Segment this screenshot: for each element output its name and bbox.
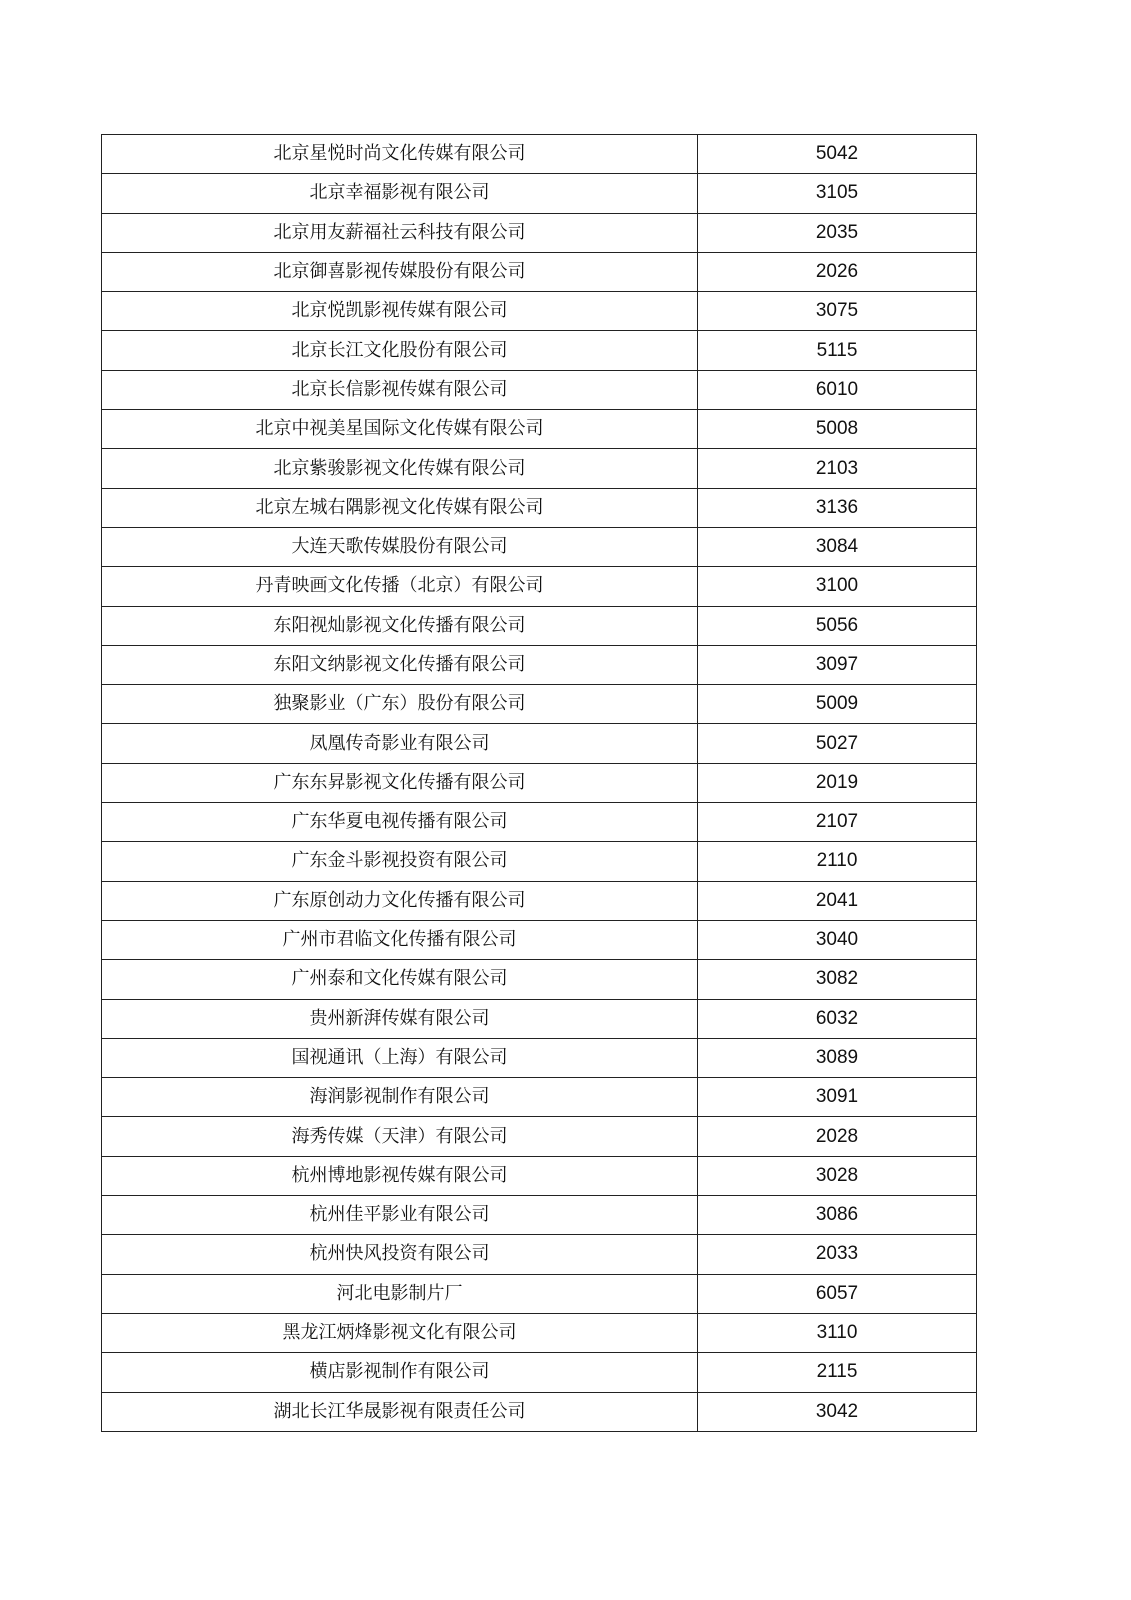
company-name-cell: 广东华夏电视传播有限公司 xyxy=(102,803,698,842)
company-code-cell: 3100 xyxy=(698,567,977,606)
company-name-cell: 东阳文纳影视文化传播有限公司 xyxy=(102,645,698,684)
table-row xyxy=(102,763,977,802)
table-row xyxy=(102,1353,977,1392)
table-row xyxy=(102,488,977,527)
company-name-cell: 北京星悦时尚文化传媒有限公司 xyxy=(102,135,698,174)
company-name-cell: 北京御喜影视传媒股份有限公司 xyxy=(102,252,698,291)
table-row xyxy=(102,213,977,252)
table-row xyxy=(102,292,977,331)
company-name-cell: 北京用友薪福社云科技有限公司 xyxy=(102,213,698,252)
company-name-cell: 杭州博地影视传媒有限公司 xyxy=(102,1156,698,1195)
table-row xyxy=(102,331,977,370)
table-row xyxy=(102,1078,977,1117)
table-row xyxy=(102,960,977,999)
company-code-cell: 3089 xyxy=(698,1038,977,1077)
company-name-cell: 杭州佳平影业有限公司 xyxy=(102,1196,698,1235)
company-code-table xyxy=(101,134,977,1432)
table-row xyxy=(102,1156,977,1195)
table-row xyxy=(102,1392,977,1431)
company-code-cell: 3091 xyxy=(698,1078,977,1117)
company-name-cell: 横店影视制作有限公司 xyxy=(102,1353,698,1392)
table-row xyxy=(102,1235,977,1274)
company-code-cell: 3082 xyxy=(698,960,977,999)
table-row xyxy=(102,1117,977,1156)
company-name-cell: 大连天歌传媒股份有限公司 xyxy=(102,527,698,566)
company-code-cell: 5008 xyxy=(698,410,977,449)
table-row xyxy=(102,920,977,959)
table-row xyxy=(102,252,977,291)
table-row xyxy=(102,724,977,763)
company-code-cell: 3110 xyxy=(698,1313,977,1352)
company-code-cell: 3042 xyxy=(698,1392,977,1431)
company-code-cell: 3136 xyxy=(698,488,977,527)
company-code-cell: 6057 xyxy=(698,1274,977,1313)
company-name-cell: 北京中视美星国际文化传媒有限公司 xyxy=(102,410,698,449)
company-name-cell: 北京紫骏影视文化传媒有限公司 xyxy=(102,449,698,488)
company-code-cell: 5042 xyxy=(698,135,977,174)
company-code-cell: 2035 xyxy=(698,213,977,252)
table-row xyxy=(102,881,977,920)
company-name-cell: 东阳视灿影视文化传播有限公司 xyxy=(102,606,698,645)
table-row xyxy=(102,999,977,1038)
company-code-cell: 5027 xyxy=(698,724,977,763)
company-code-cell: 2115 xyxy=(698,1353,977,1392)
table-row xyxy=(102,685,977,724)
company-name-cell: 国视通讯（上海）有限公司 xyxy=(102,1038,698,1077)
company-name-cell: 黑龙江炳烽影视文化有限公司 xyxy=(102,1313,698,1352)
company-name-cell: 海润影视制作有限公司 xyxy=(102,1078,698,1117)
company-code-cell: 3075 xyxy=(698,292,977,331)
company-code-cell: 2033 xyxy=(698,1235,977,1274)
company-code-cell: 2107 xyxy=(698,803,977,842)
company-name-cell: 海秀传媒（天津）有限公司 xyxy=(102,1117,698,1156)
table-row xyxy=(102,1038,977,1077)
company-code-cell: 3097 xyxy=(698,645,977,684)
table-row xyxy=(102,527,977,566)
company-code-cell: 6010 xyxy=(698,370,977,409)
table-row xyxy=(102,567,977,606)
company-name-cell: 独聚影业（广东）股份有限公司 xyxy=(102,685,698,724)
company-code-cell: 6032 xyxy=(698,999,977,1038)
company-code-cell: 2026 xyxy=(698,252,977,291)
company-name-cell: 北京长江文化股份有限公司 xyxy=(102,331,698,370)
table-row xyxy=(102,606,977,645)
company-code-cell: 3105 xyxy=(698,174,977,213)
table-row xyxy=(102,1313,977,1352)
table-row xyxy=(102,135,977,174)
table-body xyxy=(102,135,977,1432)
table-row xyxy=(102,174,977,213)
company-name-cell: 北京长信影视传媒有限公司 xyxy=(102,370,698,409)
company-name-cell: 广东原创动力文化传播有限公司 xyxy=(102,881,698,920)
company-code-cell: 2103 xyxy=(698,449,977,488)
table-row xyxy=(102,1196,977,1235)
company-name-cell: 广州泰和文化传媒有限公司 xyxy=(102,960,698,999)
company-code-cell: 2041 xyxy=(698,881,977,920)
company-name-cell: 丹青映画文化传播（北京）有限公司 xyxy=(102,567,698,606)
company-code-cell: 3028 xyxy=(698,1156,977,1195)
company-name-cell: 湖北长江华晟影视有限责任公司 xyxy=(102,1392,698,1431)
company-code-cell: 5115 xyxy=(698,331,977,370)
company-code-cell: 5056 xyxy=(698,606,977,645)
table-row xyxy=(102,1274,977,1313)
company-code-cell: 2019 xyxy=(698,763,977,802)
company-code-cell: 3040 xyxy=(698,920,977,959)
company-name-cell: 广东东昇影视文化传播有限公司 xyxy=(102,763,698,802)
company-name-cell: 杭州快风投资有限公司 xyxy=(102,1235,698,1274)
table-row xyxy=(102,410,977,449)
company-code-cell: 2110 xyxy=(698,842,977,881)
table-row xyxy=(102,842,977,881)
company-name-cell: 贵州新湃传媒有限公司 xyxy=(102,999,698,1038)
company-code-cell: 3086 xyxy=(698,1196,977,1235)
table-row xyxy=(102,370,977,409)
company-name-cell: 广州市君临文化传播有限公司 xyxy=(102,920,698,959)
company-code-cell: 2028 xyxy=(698,1117,977,1156)
company-name-cell: 北京悦凯影视传媒有限公司 xyxy=(102,292,698,331)
table-row xyxy=(102,803,977,842)
company-name-cell: 凤凰传奇影业有限公司 xyxy=(102,724,698,763)
company-name-cell: 北京幸福影视有限公司 xyxy=(102,174,698,213)
company-code-cell: 3084 xyxy=(698,527,977,566)
company-name-cell: 河北电影制片厂 xyxy=(102,1274,698,1313)
company-name-cell: 北京左城右隅影视文化传媒有限公司 xyxy=(102,488,698,527)
table-row xyxy=(102,645,977,684)
company-name-cell: 广东金斗影视投资有限公司 xyxy=(102,842,698,881)
table-row xyxy=(102,449,977,488)
company-code-cell: 5009 xyxy=(698,685,977,724)
